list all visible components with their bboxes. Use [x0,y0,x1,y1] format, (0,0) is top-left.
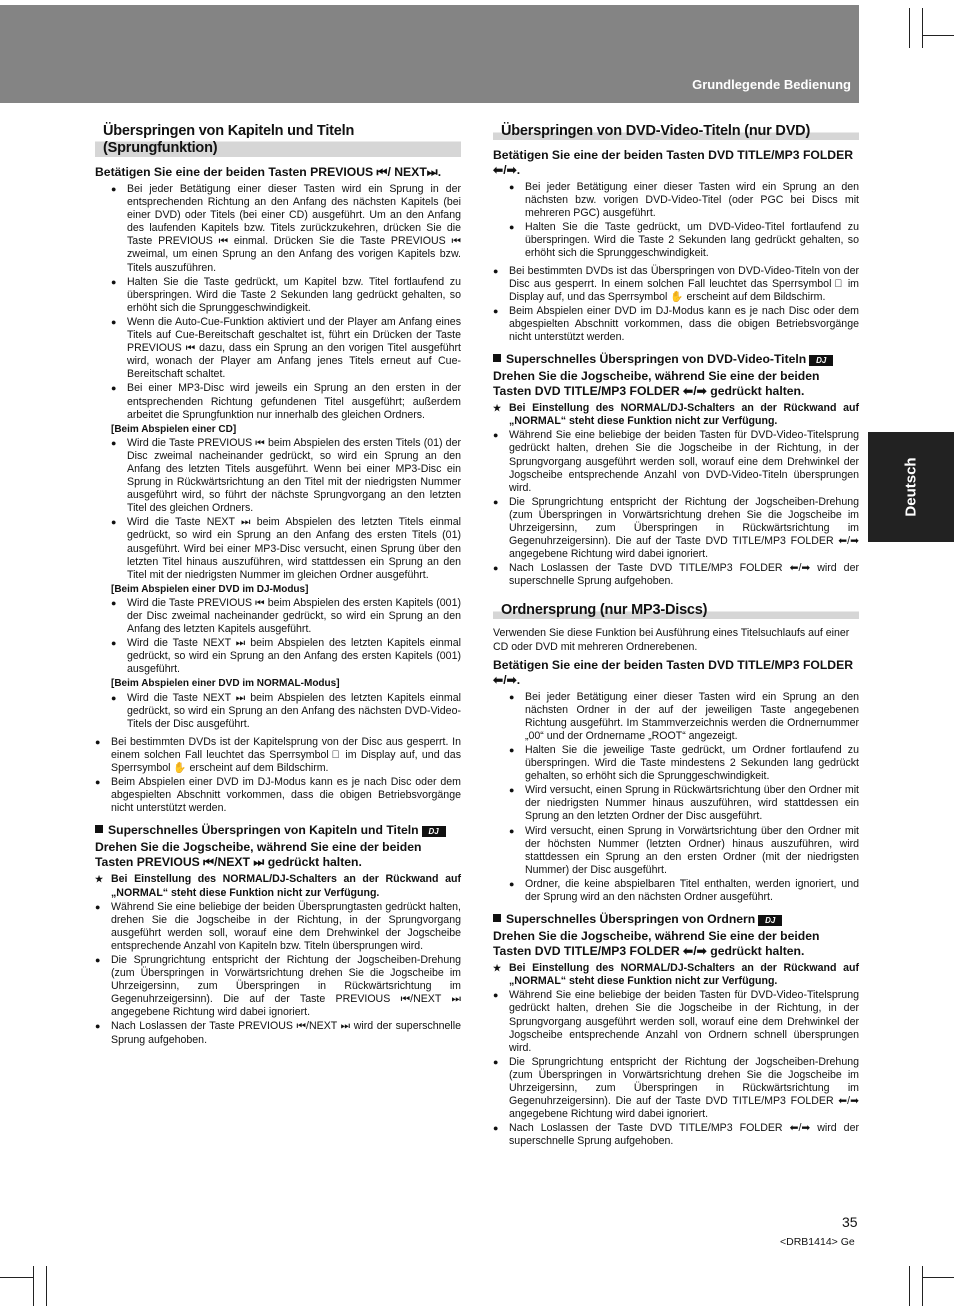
bullet-list [493,402,859,588]
star-note: ★ Bei Einstellung des NORMAL/DJ-Schalters an der Rückwand auf „NORMAL“ steht diese Funktion nicht zur Verfügung. [493,962,859,988]
list-item: ● Bei jeder Betätigung einer dieser Tasten wird ein Sprung an den nächsten Ordner in der auf der jeweiligen Taste angegebenen Richtung ausgeführt. Im Stammverzeichnis werden die Ordnernummer „00“ und der Ordnername „ROOT“ angezeigt. [493,691,859,743]
crop-mark [922,1277,954,1278]
list-item: ● Nach Loslassen der Taste DVD TITLE/MP3 FOLDER ⬅/➡ wird der superschnelle Sprung aufgehoben. [493,562,859,588]
list-item: ● Nach Loslassen der Taste PREVIOUS ⏮/NEXT ⏭ wird der superschnelle Sprung aufgehoben. [95,1020,461,1046]
bullet-list [95,183,461,422]
crop-mark [909,8,910,48]
list-item: ● Die Sprungrichtung entspricht der Richtung der Jogscheiben-Drehung (zum Überspringen in Vorwärtsrichtung drehen Sie die Jogscheibe im Uhrzeigersinn, zum Überspringen in Rückwärtsrichtung im Gegenuhrzeigersinn). Die auf der Taste PREVIOUS ⏮/NEXT ⏭ angegebene Richtung wird dabei ignoriert. [95,954,461,1019]
list-item: ● Während Sie eine beliebige der beiden Tasten für DVD-Video-Titelsprung gedrückt halten, drehen Sie die Jogscheibe in der Richtung, in der Sprungvorgang ausgeführt werden soll, worauf eine dem Drehwinkel der Jogscheibe entsprechende Anzahl von Ordnern schnell übersprungen wird. [493,989,859,1054]
list-item: ● Wird versucht, einen Sprung in Rückwärtsrichtung über den Ordner mit der niedrigsten Nummer hinaus auszuführen, wird stattdessen ein Sprung an den letzten Ordner der Disc ausgeführt. [493,784,859,823]
list-item: ● Bei jeder Betätigung einer dieser Tasten wird ein Sprung an den nächsten bzw. vorigen DVD-Video-Titel (oder PGC bei Discs mit mehreren PGC) ausgeführt. [493,181,859,220]
note-list [493,265,859,345]
section-heading-skip-chapters: Überspringen von Kapiteln und Titeln (Sprungfunktion) [95,123,461,157]
list-item: ● Beim Abspielen einer DVD im DJ-Modus kann es je nach Disc oder dem abgespielten Abschnitt vorkommen, dass die obigen Betriebsvorgänge nicht unterstützt werden. [493,305,859,344]
list-item: ● Halten Sie die Taste gedrückt, um DVD-Video-Titel fortlaufend zu überspringen. Wird die Taste 2 Sekunden lang gedrückt gehalten, so erhöht sich die Sprunggeschwindigkeit. [493,221,859,260]
label-dj-mode: [Beim Abspielen einer DVD im DJ-Modus] [111,583,309,595]
dj-mode-badge-icon: DJ [809,355,833,366]
list-item: ● Wenn die Auto-Cue-Funktion aktiviert und der Player am Anfang eines Titels auf Cue-Bereitschaft geschaltet ist, führt ein Drücken der Taste PREVIOUS ⏮ dazu, dass ein Sprung an den vorigen Titel ausgeführt wird, wonach der Player am Anfang jenes Titels erneut auf Cue-Bereitschaft schaltet. [95,316,461,381]
dj-mode-badge-icon: DJ [422,826,446,837]
dj-mode-badge-icon: DJ [758,915,782,926]
list-item: ● Bei bestimmten DVDs ist der Kapitelsprung von der Disc aus gesperrt. In einem solchen Fall leuchtet das Sperrsymbol ⃠ im Display auf, und das Sperrsymbol ✋ erscheint auf dem Bildschirm. [95,736,461,775]
list-item: ● Bei jeder Betätigung einer dieser Tasten wird ein Sprung in der entsprechenden Richtung an den Anfang des nächsten Kapitels (bei einer DVD) oder Titels (bei einer CD) ausgeführt. Um an den Anfang des laufenden Kapitels bzw. Titels zurückzukehren, drücken Sie die Taste PREVIOUS ⏮ einmal. Drücken Sie die Taste PREVIOUS ⏮ zweimal, um einen Sprung an den Anfang des vorigen Kapitels bzw. Titels auszuführen. [95,183,461,275]
bullet-list [95,437,461,582]
crop-mark [909,1266,910,1306]
crop-mark [0,1277,33,1278]
star-note: ★ Bei Einstellung des NORMAL/DJ-Schalters an der Rückwand auf „NORMAL“ steht diese Funktion nicht zur Verfügung. [95,873,461,899]
bullet-list [95,597,461,677]
list-item: ● Wird die Taste PREVIOUS ⏮ beim Abspielen des ersten Titels (01) der Disc zweimal nacheinander gedrückt, so wird ein Sprung an den Anfang des letzten Titels ausgeführt. Wenn bei einer MP3-Disc ein Sprung in Rückwärtsrichtung an den Titel mit der niedrigsten Nummer ausgeführt wird, so führt der nächste Sprungvorgang an den letzten Titel des gleichen Ordners. [95,437,461,516]
list-item: ● Bei bestimmten DVDs ist das Überspringen von DVD-Video-Titeln von der Disc aus gesperrt. In einem solchen Fall leuchtet das Sperrsymbol ⃠ im Display auf, und das Sperrsymbol ✋ erscheint auf dem Bildschirm. [493,265,859,304]
square-bullet-icon [493,354,501,362]
crop-mark [46,1266,47,1306]
instruction-jog: Drehen Sie die Jogscheibe, während Sie eine der beiden Tasten DVD TITLE/MP3 FOLDER ⬅/➡ gedrückt halten. [493,929,820,959]
list-item: ● Wird die Taste PREVIOUS ⏮ beim Abspielen des ersten Kapitels (001) der Disc zweimal nacheinander gedrückt, so wird ein Sprung an den Anfang des letzten Kapitels ausgeführt. [95,597,461,636]
crop-mark [922,1266,923,1306]
bullet-list [95,873,461,1046]
label-cd: [Beim Abspielen einer CD] [111,423,237,435]
list-item: ● Wird versucht, einen Sprung in Vorwärtsrichtung über den Ordner mit der höchsten Nummer (letzten Ordner) hinaus auszuführen, wird stattdessen ein Sprung an den ersten Ordner (mit der niedrigsten Nummer) der Disc ausgeführt. [493,825,859,877]
crop-mark [33,1266,34,1306]
folder-intro: Verwenden Sie diese Funktion bei Ausführung eines Titelsuchlaufs auf einer CD oder DVD mit mehreren Ordnerebenen. [493,627,850,653]
list-item: ● Ordner, die keine abspielbaren Titel enthalten, werden ignoriert, und der Sprung wird an den nächsten Ordner ausgeführt. [493,878,859,904]
page-header [0,5,859,103]
list-item: ● Während Sie eine beliebige der beiden Tasten für DVD-Video-Titelsprung gedrückt halten, drehen Sie die Jogscheibe in der Richtung, in der Sprungvorgang ausgeführt werden soll, worauf eine dem Drehwinkel der Jogscheibe entsprechende Anzahl von DVD-Video-Titeln übersprungen wird. [493,429,859,494]
crop-mark [922,8,923,48]
square-bullet-icon [95,825,103,833]
section-title: Grundlegende Bedienung [692,77,851,92]
list-item: ● Wird die Taste NEXT ⏭ beim Abspielen des letzten Kapitels einmal gedrückt, so wird ein Sprung an den Anfang des ersten Kapitels (001) ausgeführt. [95,637,461,676]
list-item: ● Die Sprungrichtung entspricht der Richtung der Jogscheiben-Drehung (zum Überspringen in Vorwärtsrichtung drehen Sie die Jogscheibe im Uhrzeigersinn, zum Überspringen in Rückwärtsrichtung im Gegenuhrzeigersinn). Die auf der Taste DVD TITLE/MP3 FOLDER ⬅/➡ angegebene Richtung wird dabei ignoriert. [493,1056,859,1121]
bullet-list [95,692,461,731]
section-heading-folder-skip: Ordnersprung (nur MP3-Discs) [493,602,859,619]
bullet-list [493,181,859,261]
bullet-list [493,962,859,1148]
left-column [95,123,461,1048]
list-item: ● Halten Sie die Taste gedrückt, um Kapitel bzw. Titel fortlaufend zu überspringen. Wird die Taste 2 Sekunden lang gedrückt gehalten, so erhöht sich die Sprunggeschwindigkeit. [95,276,461,315]
list-item: ● Die Sprungrichtung entspricht der Richtung der Jogscheiben-Drehung (zum Überspringen in Vorwärtsrichtung drehen Sie die Jogscheibe im Uhrzeigersinn, zum Überspringen in Rückwärtsrichtung im Gegenuhrzeigersinn). Die auf der Taste DVD TITLE/MP3 FOLDER ⬅/➡ angegebene Richtung wird dabei ignoriert. [493,496,859,561]
instruction-jog: Drehen Sie die Jogscheibe, während Sie eine der beiden Tasten PREVIOUS ⏮/NEXT ⏭ gedrückt halten. [95,840,422,870]
right-column [493,123,859,1149]
instruction-previous-next: Betätigen Sie eine der beiden Tasten PREVIOUS ⏮/ NEXT⏭. [95,165,442,179]
instruction-jog: Drehen Sie die Jogscheibe, während Sie eine der beiden Tasten DVD TITLE/MP3 FOLDER ⬅/➡ gedrückt halten. [493,369,820,399]
instruction-folder: Betätigen Sie eine der beiden Tasten DVD TITLE/MP3 FOLDER ⬅/➡. [493,657,854,687]
subheading-fast-folder-skip: Superschnelles Überspringen von Ordnern DJ [493,912,859,927]
square-bullet-icon [493,914,501,922]
label-normal-mode: [Beim Abspielen einer DVD im NORMAL-Modus] [111,678,340,690]
list-item: ● Bei einer MP3-Disc wird jeweils ein Sprung an den ersten in der entsprechenden Richtung gefundenen Titel ausgeführt; außerdem arbeitet die Sprungfunktion nur innerhalb des gleichen Ordners. [95,382,461,421]
bullet-list [493,691,859,905]
document-id: <DRB1414> Ge [780,1236,855,1248]
instruction-title-folder: Betätigen Sie eine der beiden Tasten DVD TITLE/MP3 FOLDER ⬅/➡. [493,148,854,177]
list-item: ● Wird die Taste NEXT ⏭ beim Abspielen des letzten Titels einmal gedrückt, so wird ein Sprung an den Anfang des ersten Titels (01) ausgeführt. Wird bei einer MP3-Disc versucht, einen Sprung über den letzten Titel hinaus auszuführen, wird stattdessen ein Sprung an den Titel mit der niedrigsten Nummer im gleichen Ordner ausgeführt. [95,516,461,581]
subheading-fast-title-skip: Superschnelles Überspringen von DVD-Video-Titeln DJ [493,352,859,367]
list-item: ● Nach Loslassen der Taste DVD TITLE/MP3 FOLDER ⬅/➡ wird der superschnelle Sprung aufgehoben. [493,1122,859,1148]
list-item: ● Beim Abspielen einer DVD im DJ-Modus kann es je nach Disc oder dem abgespielten Abschnitt vorkommen, dass die obigen Betriebsvorgänge nicht unterstützt werden. [95,776,461,815]
list-item: ● Wird die Taste NEXT ⏭ beim Abspielen des letzten Kapitels einmal gedrückt, so wird ein Sprung an den Anfang des nächsten DVD-Video-Titels der Disc ausgeführt. [95,692,461,731]
star-note: ★ Bei Einstellung des NORMAL/DJ-Schalters an der Rückwand auf „NORMAL“ steht diese Funktion nicht zur Verfügung. [493,402,859,428]
page-number: 35 [842,1214,858,1230]
subheading-fast-skip: Superschnelles Überspringen von Kapiteln und Titeln DJ [95,823,461,838]
section-heading-skip-titles: Überspringen von DVD-Video-Titeln (nur DVD) [493,123,859,140]
list-item: ● Halten Sie die jeweilige Taste gedrückt, um Ordner fortlaufend zu überspringen. Wird die Taste mindestens 2 Sekunden lang gedrückt gehalten, so erhöht sich die Sprunggeschwindigkeit. [493,744,859,783]
list-item: ● Während Sie eine beliebige der beiden Übersprungtasten gedrückt halten, drehen Sie die Jogscheibe in der Richtung, in der Sprungvorgang ausgeführt werden soll, worauf eine dem Drehwinkel der Jogscheibe entsprechende Anzahl von Kapiteln bzw. Titeln übersprungen wird. [95,901,461,953]
crop-mark [922,35,954,36]
language-tab [868,432,954,542]
language-tab-label: Deutsch [902,457,920,517]
note-list [95,736,461,816]
